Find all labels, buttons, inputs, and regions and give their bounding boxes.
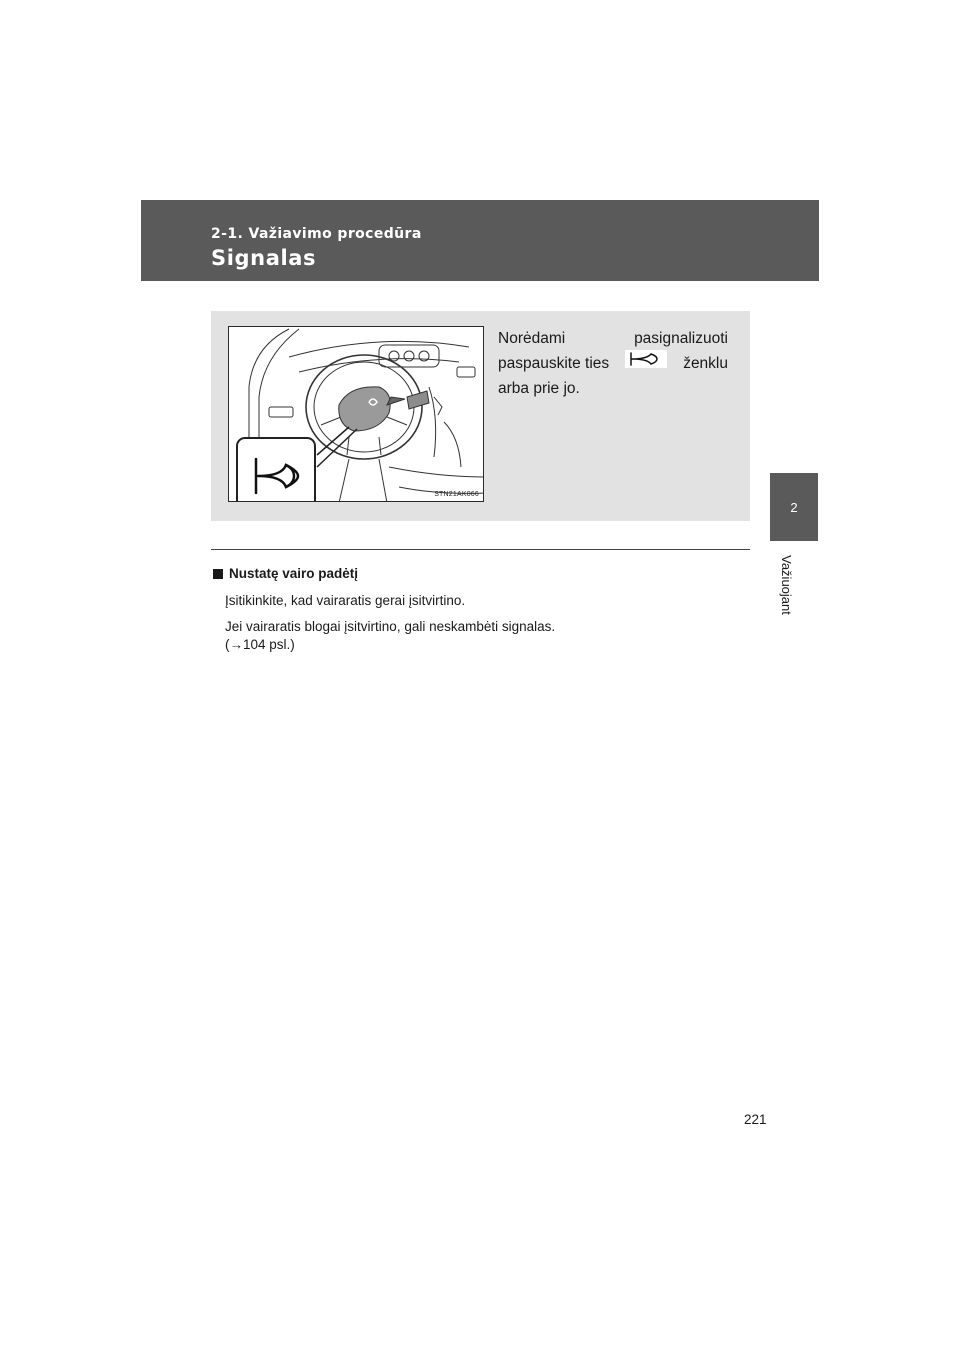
horn-icon bbox=[238, 439, 314, 502]
note-line-1: Įsitikinkite, kad vairaratis gerai įsitvirtino. bbox=[225, 593, 466, 608]
instruction-part-2: ženklu bbox=[683, 355, 728, 372]
chapter-header bbox=[141, 200, 819, 281]
horn-callout bbox=[236, 437, 316, 502]
illustration-panel bbox=[211, 311, 750, 521]
note-line-2: Jei vairaratis blogai įsitvirtino, gali neskambėti signalas. bbox=[225, 619, 556, 634]
instruction-line-1 bbox=[498, 326, 728, 351]
note-page-reference[interactable]: (→104 psl.) bbox=[225, 637, 295, 652]
inline-horn-icon bbox=[625, 350, 667, 368]
instruction-line-3: arba prie jo. bbox=[498, 380, 580, 397]
note-heading bbox=[213, 566, 753, 581]
chapter-label-text: Važiuojant bbox=[779, 555, 794, 615]
square-bullet-icon bbox=[213, 569, 223, 579]
section-title: 2-1. Važiavimo procedūra bbox=[211, 226, 422, 242]
section-divider bbox=[211, 549, 750, 550]
chapter-number: 2 bbox=[790, 499, 798, 515]
note-body bbox=[213, 592, 753, 654]
instruction-part-1: paspauskite ties bbox=[498, 355, 610, 372]
illustration-code: STN21AK066 bbox=[434, 491, 479, 498]
instruction-line-2 bbox=[498, 351, 728, 376]
note-block bbox=[213, 566, 753, 654]
page-number: 221 bbox=[744, 1112, 767, 1127]
instruction-text bbox=[498, 326, 728, 401]
page-title: Signalas bbox=[211, 246, 317, 270]
chapter-tab[interactable] bbox=[770, 473, 818, 541]
instruction-word-1: Norėdami bbox=[498, 330, 566, 347]
note-heading-text: Nustatę vairo padėtį bbox=[229, 566, 359, 581]
instruction-word-2: pasignalizuoti bbox=[634, 330, 728, 347]
steering-wheel-illustration bbox=[228, 326, 484, 502]
